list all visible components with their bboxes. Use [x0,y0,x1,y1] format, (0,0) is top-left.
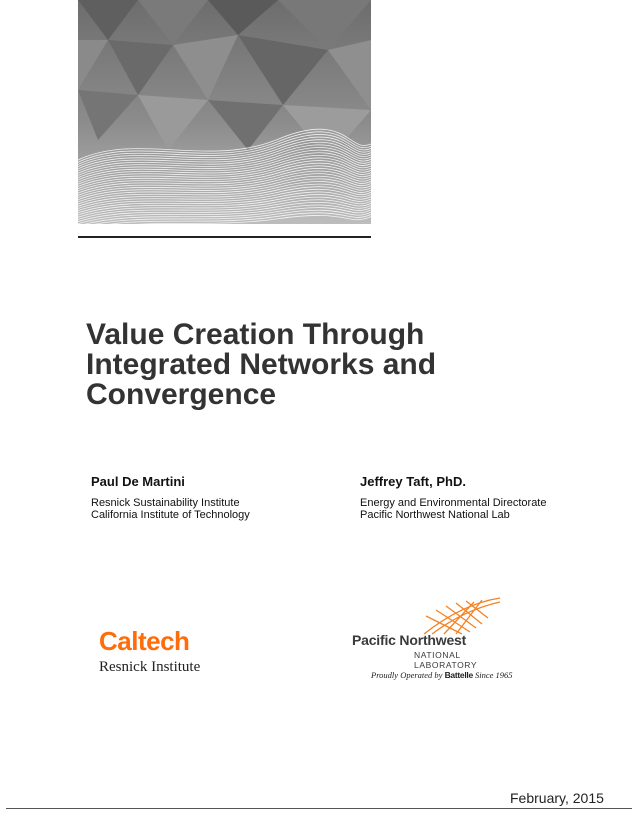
pnnl-lab-label: NATIONAL LABORATORY [414,650,478,670]
caltech-subtitle: Resnick Institute [99,659,201,675]
caltech-wordmark: Caltech [99,626,190,656]
header-rule [78,236,371,238]
author-block [360,474,546,521]
pnnl-arch-icon [422,596,502,636]
operated-suffix: Since 1965 [472,670,513,680]
footer-rule [6,808,632,809]
pnnl-wordmark: Pacific Northwest [352,632,467,648]
author-affiliation: Resnick Sustainability Institute [91,497,240,509]
author-block [91,474,250,521]
title-line: Value Creation Through [86,318,425,351]
pnnl-operated-by [371,670,513,680]
author-affiliation: Pacific Northwest National Lab [360,509,510,521]
author-affiliation: California Institute of Technology [91,509,250,521]
operated-prefix: Proudly Operated by [371,670,445,680]
pnnl-logo [352,596,522,686]
publication-date: February, 2015 [510,790,604,806]
author-name: Paul De Martini [91,474,185,489]
cover-art-image [78,0,371,224]
caltech-logo [99,627,200,676]
title-line: Convergence [86,378,277,411]
author-affiliation: Energy and Environmental Directorate [360,497,547,509]
title-line: Integrated Networks and [86,348,437,381]
battelle-wordmark: Battelle [444,670,473,680]
author-name: Jeffrey Taft, PhD. [360,474,466,489]
document-title [86,320,556,410]
